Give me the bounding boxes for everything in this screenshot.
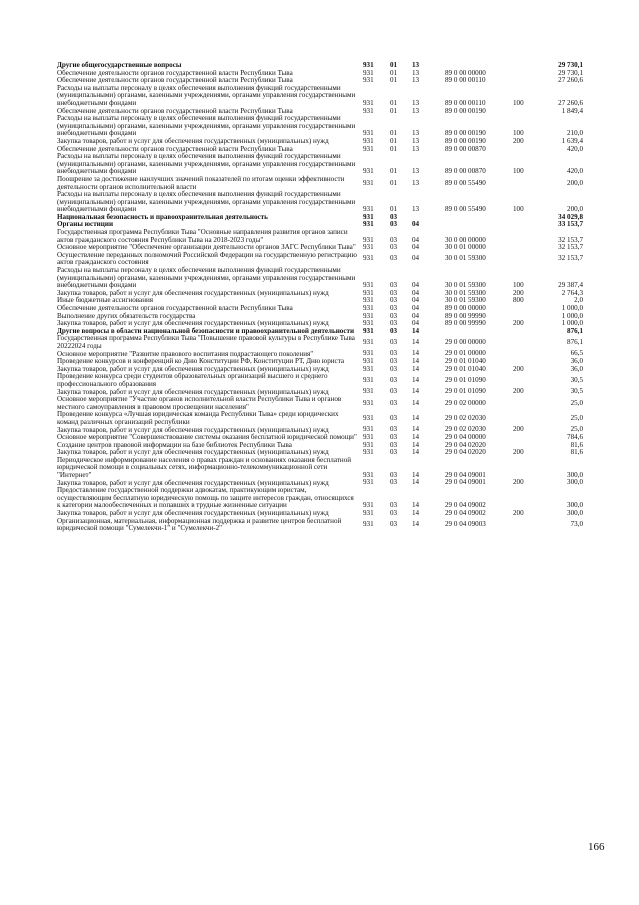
table-row: [0, 115, 639, 138]
row-subsection-code: 14: [412, 471, 420, 480]
row-target-article-code: 89 0 00 00190: [445, 129, 486, 138]
row-name: Предоставление государственной поддержки адвокатам, практикующим юристам, осуществляющим бесплатную юридическую помощь по защите интересов граждан, относящихся к категории малообеспеченных и попавших в трудные жизненные ситуации: [57, 486, 354, 510]
row-section-code: 03: [390, 387, 398, 396]
table-row: [0, 457, 639, 480]
row-ministry-code: 931: [363, 471, 374, 480]
row-expense-type-code: 200: [513, 448, 524, 457]
row-subsection-code: 13: [412, 205, 420, 214]
row-name: Другие общегосударственные вопросы: [57, 61, 182, 69]
row-subsection-code: 04: [412, 304, 420, 312]
row-ministry-code: 931: [363, 387, 374, 396]
row-target-article-code: 29 0 04 09001: [445, 471, 486, 480]
row-amount: 300,0: [567, 501, 583, 510]
row-name: Расходы на выплаты персоналу в целях обеспечения выполнения функций государственными (муниципальными) органами, казенными учреждениями, органами управления государственными внебюджетными фондами: [57, 114, 356, 138]
row-target-article-code: 89 0 00 55490: [445, 205, 486, 214]
row-target-article-code: 30 0 01 59300: [445, 296, 486, 305]
row-amount: 29 730,1: [558, 68, 583, 77]
row-target-article-code: 29 0 01 01090: [445, 376, 486, 385]
row-section-code: 03: [390, 220, 398, 229]
row-subsection-code: 14: [412, 376, 420, 385]
row-ministry-code: 931: [363, 304, 374, 312]
row-expense-type-code: 200: [513, 136, 524, 145]
row-section-code: 03: [390, 304, 398, 312]
row-section-code: 03: [390, 425, 398, 434]
row-name: Обеспечение деятельности органов государственной власти Республики Тыва: [57, 76, 293, 85]
row-target-article-code: 30 0 01 00000: [445, 243, 486, 252]
row-section-code: 03: [390, 448, 398, 457]
table-row: [0, 153, 639, 176]
row-subsection-code: 14: [412, 433, 420, 442]
row-subsection-code: 14: [412, 338, 420, 347]
row-target-article-code: 29 0 02 00000: [445, 398, 486, 407]
row-amount: 25,0: [570, 425, 583, 434]
row-subsection-code: 04: [412, 296, 420, 305]
table-row: [0, 411, 639, 426]
row-ministry-code: 931: [363, 376, 374, 385]
row-section-code: 03: [390, 376, 398, 385]
row-section-code: 01: [390, 61, 398, 69]
row-target-article-code: 29 0 04 09002: [445, 501, 486, 510]
row-name: Основное мероприятие "Обеспечение организации деятельности органов ЗАГС Республики Тыва": [57, 243, 356, 252]
row-ministry-code: 931: [363, 357, 374, 366]
row-amount: 66,5: [570, 349, 583, 358]
row-target-article-code: 29 0 04 09001: [445, 478, 486, 487]
row-subsection-code: 14: [412, 501, 420, 510]
row-ministry-code: 931: [363, 288, 374, 297]
row-ministry-code: 931: [363, 478, 374, 487]
row-amount: 29 387,4: [558, 281, 583, 290]
row-amount: 1 639,4: [561, 136, 583, 145]
row-amount: 34 029,8: [558, 212, 583, 221]
row-subsection-code: 14: [412, 398, 420, 407]
row-section-code: 01: [390, 129, 398, 138]
row-amount: 32 153,7: [558, 243, 583, 252]
row-amount: 1 000,0: [561, 304, 583, 312]
row-ministry-code: 931: [363, 338, 374, 347]
row-name: Организационная, материальная, информационная поддержка и развитие центров бесплатной юридической помощи "Сумелекчи-1" и "Сумелекчи-2": [57, 516, 342, 533]
row-ministry-code: 931: [363, 68, 374, 77]
row-ministry-code: 931: [363, 364, 374, 373]
row-section-code: 03: [390, 433, 398, 442]
row-amount: 420,0: [567, 144, 583, 153]
row-name: Основное мероприятие "Совершенствование системы оказания бесплатной юридической помощи": [57, 433, 357, 442]
row-section-code: 03: [390, 520, 398, 529]
row-target-article-code: 29 0 01 01040: [445, 364, 486, 373]
row-name: Осуществление переданных полномочий Российской Федерации на государственную регистрацию актов гражданского состояния: [57, 250, 357, 267]
row-ministry-code: 931: [363, 349, 374, 358]
row-subsection-code: 04: [412, 311, 420, 320]
row-amount: 73,0: [570, 520, 583, 529]
row-amount: 784,6: [567, 433, 583, 442]
row-subsection-code: 14: [412, 349, 420, 358]
table-row: [0, 335, 639, 350]
row-ministry-code: 931: [363, 243, 374, 252]
row-subsection-code: 13: [412, 76, 420, 85]
row-ministry-code: 931: [363, 509, 374, 518]
row-section-code: 03: [390, 281, 398, 290]
row-subsection-code: 14: [412, 520, 420, 529]
row-section-code: 03: [390, 349, 398, 358]
row-subsection-code: 14: [412, 478, 420, 487]
row-expense-type-code: 200: [513, 478, 524, 487]
row-amount: 2 764,3: [561, 288, 583, 297]
row-ministry-code: 931: [363, 398, 374, 407]
row-expense-type-code: 100: [513, 281, 524, 290]
row-target-article-code: 89 0 00 99990: [445, 319, 486, 328]
row-section-code: 03: [390, 357, 398, 366]
row-amount: 300,0: [567, 471, 583, 480]
row-amount: 33 153,7: [558, 220, 583, 229]
row-target-article-code: 29 0 00 00000: [445, 338, 486, 347]
row-section-code: 03: [390, 254, 398, 263]
row-target-article-code: 89 0 00 00110: [445, 76, 486, 85]
row-ministry-code: 931: [363, 144, 374, 153]
row-amount: 36,0: [570, 357, 583, 366]
row-expense-type-code: 200: [513, 425, 524, 434]
row-amount: 300,0: [567, 478, 583, 487]
row-target-article-code: 29 0 02 02030: [445, 414, 486, 423]
row-ministry-code: 931: [363, 440, 374, 449]
row-subsection-code: 14: [412, 364, 420, 373]
row-section-code: 03: [390, 478, 398, 487]
row-name: Закупка товаров, работ и услуг для обеспечения государственных (муниципальных) нужд: [57, 478, 329, 487]
row-amount: 1 849,4: [561, 106, 583, 115]
row-ministry-code: 931: [363, 178, 374, 187]
table-row: [0, 176, 639, 191]
row-subsection-code: 04: [412, 281, 420, 290]
page-number: 166: [588, 841, 605, 853]
row-amount: 200,0: [567, 178, 583, 187]
row-section-code: 01: [390, 68, 398, 77]
table-row: [0, 518, 639, 533]
row-ministry-code: 931: [363, 235, 374, 244]
row-amount: 210,0: [567, 129, 583, 138]
row-target-article-code: 29 0 01 01090: [445, 387, 486, 396]
row-section-code: 03: [390, 338, 398, 347]
row-name: Расходы на выплаты персоналу в целях обеспечения выполнения функций государственными (муниципальными) органами, казенными учреждениями, органами управления государственными внебюджетными фондами: [57, 83, 356, 107]
row-amount: 300,0: [567, 509, 583, 518]
row-amount: 1 000,0: [561, 311, 583, 320]
row-section-code: 03: [390, 212, 398, 221]
row-section-code: 03: [390, 509, 398, 518]
row-amount: 81,6: [570, 440, 583, 449]
row-target-article-code: 30 0 01 59300: [445, 254, 486, 263]
row-amount: 2,0: [574, 296, 583, 305]
row-name: Закупка товаров, работ и услуг для обеспечения государственных (муниципальных) нужд: [57, 364, 329, 373]
table-row: [0, 373, 639, 388]
row-section-code: 01: [390, 106, 398, 115]
row-name: Основное мероприятие "Развитие правового воспитания подрастающего поколения": [57, 349, 314, 358]
row-target-article-code: 30 0 01 59300: [445, 281, 486, 290]
row-target-article-code: 29 0 04 02020: [445, 448, 486, 457]
row-name: Закупка товаров, работ и услуг для обеспечения государственных (муниципальных) нужд: [57, 136, 329, 145]
row-name: Иные бюджетные ассигнования: [57, 296, 154, 305]
row-target-article-code: 30 0 01 59300: [445, 288, 486, 297]
row-name: Закупка товаров, работ и услуг для обеспечения государственных (муниципальных) нужд: [57, 448, 329, 457]
row-name: Другие вопросы в области национальной безопасности и правоохранительной деятельности: [57, 326, 355, 335]
row-subsection-code: 14: [412, 326, 420, 335]
row-name: Государственная программа Республики Тыва "Основные направления развития органов записи актов гражданского состояния Республики Тыва на 2018-2023 годы": [57, 228, 348, 244]
row-amount: 25,0: [570, 398, 583, 407]
row-ministry-code: 931: [363, 129, 374, 138]
row-section-code: 03: [390, 235, 398, 244]
row-name: Выполнение других обязательств государства: [57, 311, 196, 320]
row-amount: 1 000,0: [561, 319, 583, 328]
row-target-article-code: 89 0 00 00000: [445, 68, 486, 77]
row-ministry-code: 931: [363, 220, 374, 229]
row-ministry-code: 931: [363, 167, 374, 176]
row-subsection-code: 04: [412, 235, 420, 244]
table-row: [0, 252, 639, 267]
row-amount: 27 260,6: [558, 98, 583, 107]
row-target-article-code: 89 0 00 00190: [445, 106, 486, 115]
row-name: Создание центров правовой информации на базе библиотек Республики Тыва: [57, 440, 292, 449]
row-section-code: 01: [390, 98, 398, 107]
row-ministry-code: 931: [363, 425, 374, 434]
row-ministry-code: 931: [363, 520, 374, 529]
row-expense-type-code: 200: [513, 288, 524, 297]
row-name: Обеспечение деятельности органов государственной власти Республики Тыва: [57, 144, 293, 153]
row-name: Периодическое информирование населения о правах граждан и основаниях оказания бесплатной юридической помощи в социальных сетях, информационно-телекоммуникационной сети "Интернет": [57, 455, 352, 480]
row-section-code: 03: [390, 326, 398, 335]
row-target-article-code: 29 0 04 09003: [445, 520, 486, 529]
row-section-code: 01: [390, 205, 398, 214]
row-section-code: 03: [390, 501, 398, 510]
row-name: Поощрение за достижение наилучших значений показателей по итогам оценки эффективности деятельности органов исполнительной власти: [57, 174, 345, 191]
row-ministry-code: 931: [363, 281, 374, 290]
row-section-code: 01: [390, 178, 398, 187]
table-row: [0, 191, 639, 214]
row-amount: 876,1: [567, 326, 583, 335]
row-ministry-code: 931: [363, 212, 374, 221]
row-target-article-code: 89 0 00 00000: [445, 304, 486, 312]
row-subsection-code: 04: [412, 220, 420, 229]
row-expense-type-code: 100: [513, 98, 524, 107]
row-expense-type-code: 100: [513, 129, 524, 138]
row-name: Обеспечение деятельности органов государственной власти Республики Тыва: [57, 106, 293, 115]
row-name: Государственная программа Республики Тыва "Повышение правовой культуры в Республике Тыва 20222024 годы: [57, 334, 355, 350]
row-subsection-code: 04: [412, 288, 420, 297]
table-row: [0, 85, 639, 108]
row-name: Закупка товаров, работ и услуг для обеспечения государственных (муниципальных) нужд: [57, 288, 329, 297]
row-name: Проведение конкурса среди студентов образовательных организаций высшего и среднего профессионального образования: [57, 372, 328, 388]
row-subsection-code: 13: [412, 106, 420, 115]
row-ministry-code: 931: [363, 501, 374, 510]
row-name: Расходы на выплаты персоналу в целях обеспечения выполнения функций государственными (муниципальными) органами, казенными учреждениями, органами управления государственными внебюджетными фондами: [57, 190, 356, 214]
row-target-article-code: 89 0 00 55490: [445, 178, 486, 187]
row-target-article-code: 29 0 01 00000: [445, 349, 486, 358]
row-subsection-code: 04: [412, 243, 420, 252]
row-subsection-code: 13: [412, 129, 420, 138]
row-section-code: 03: [390, 296, 398, 305]
row-ministry-code: 931: [363, 319, 374, 328]
row-amount: 30,5: [570, 376, 583, 385]
row-target-article-code: 29 0 04 00000: [445, 433, 486, 442]
row-subsection-code: 13: [412, 178, 420, 187]
row-target-article-code: 29 0 01 01040: [445, 357, 486, 366]
row-ministry-code: 931: [363, 414, 374, 423]
row-target-article-code: 29 0 04 09002: [445, 509, 486, 518]
row-subsection-code: 04: [412, 254, 420, 263]
row-ministry-code: 931: [363, 311, 374, 320]
table-row: [0, 487, 639, 510]
row-amount: 32 153,7: [558, 235, 583, 244]
row-name: Национальная безопасность и правоохранительная деятельность: [57, 212, 268, 221]
row-ministry-code: 931: [363, 205, 374, 214]
row-section-code: 03: [390, 364, 398, 373]
row-name: Органы юстиции: [57, 220, 114, 229]
row-section-code: 03: [390, 243, 398, 252]
row-subsection-code: 04: [412, 319, 420, 328]
row-amount: 32 153,7: [558, 254, 583, 263]
row-ministry-code: 931: [363, 76, 374, 85]
row-amount: 30,5: [570, 387, 583, 396]
row-expense-type-code: 200: [513, 387, 524, 396]
row-amount: 36,0: [570, 364, 583, 373]
row-expense-type-code: 800: [513, 296, 524, 305]
row-section-code: 03: [390, 288, 398, 297]
row-section-code: 01: [390, 144, 398, 153]
row-name: Обеспечение деятельности органов государственной власти Республики Тыва: [57, 68, 293, 77]
budget-table: [0, 62, 639, 533]
row-name: Закупка товаров, работ и услуг для обеспечения государственных (муниципальных) нужд: [57, 425, 329, 434]
table-row: [0, 396, 639, 411]
table-row: [0, 229, 639, 244]
row-ministry-code: 931: [363, 433, 374, 442]
row-subsection-code: 13: [412, 98, 420, 107]
row-name: Закупка товаров, работ и услуг для обеспечения государственных (муниципальных) нужд: [57, 387, 329, 396]
row-section-code: 03: [390, 398, 398, 407]
row-target-article-code: 89 0 00 00870: [445, 167, 486, 176]
row-ministry-code: 931: [363, 326, 374, 335]
row-expense-type-code: 200: [513, 319, 524, 328]
row-amount: 27 260,6: [558, 76, 583, 85]
row-name: Расходы на выплаты персоналу в целях обеспечения выполнения функций государственными (муниципальными) органами, казенными учреждениями, органами управления государственными внебюджетными фондами: [57, 152, 356, 176]
row-subsection-code: 14: [412, 387, 420, 396]
row-target-article-code: 89 0 00 00190: [445, 136, 486, 145]
row-ministry-code: 931: [363, 254, 374, 263]
row-target-article-code: 89 0 00 00110: [445, 98, 486, 107]
row-target-article-code: 29 0 04 02020: [445, 440, 486, 449]
row-expense-type-code: 100: [513, 167, 524, 176]
row-amount: 420,0: [567, 167, 583, 176]
row-section-code: 03: [390, 319, 398, 328]
row-target-article-code: 89 0 00 00870: [445, 144, 486, 153]
row-subsection-code: 13: [412, 61, 420, 69]
row-ministry-code: 931: [363, 61, 374, 69]
row-ministry-code: 931: [363, 296, 374, 305]
row-amount: 876,1: [567, 338, 583, 347]
row-section-code: 03: [390, 471, 398, 480]
row-amount: 29 730,1: [558, 61, 583, 69]
row-subsection-code: 14: [412, 414, 420, 423]
row-ministry-code: 931: [363, 98, 374, 107]
row-subsection-code: 14: [412, 425, 420, 434]
row-subsection-code: 13: [412, 167, 420, 176]
row-section-code: 01: [390, 136, 398, 145]
row-expense-type-code: 200: [513, 509, 524, 518]
row-name: Закупка товаров, работ и услуг для обеспечения государственных (муниципальных) нужд: [57, 509, 329, 518]
row-name: Проведение конкурса «Лучшая юридическая команда Республики Тыва» среди юридических команд различных организаций республики: [57, 410, 339, 426]
table-row: [0, 267, 639, 290]
row-subsection-code: 13: [412, 144, 420, 153]
row-amount: 25,0: [570, 414, 583, 423]
row-subsection-code: 13: [412, 68, 420, 77]
row-section-code: 01: [390, 167, 398, 176]
row-name: Основное мероприятие "Участие органов исполнительной власти Республики Тыва и органов местного самоуправления в правовом просвещении населения": [57, 395, 342, 411]
row-name: Расходы на выплаты персоналу в целях обеспечения выполнения функций государственными (муниципальными) органами, казенными учреждениями, органами управления государственными внебюджетными фондами: [57, 266, 356, 290]
row-subsection-code: 14: [412, 509, 420, 518]
row-section-code: 03: [390, 311, 398, 320]
row-target-article-code: 29 0 02 02030: [445, 425, 486, 434]
row-name: Проведение конкурсов и конференций ко Дню Конституции РФ, Конституции РТ, Дню юриста: [57, 357, 345, 366]
row-subsection-code: 14: [412, 440, 420, 449]
row-amount: 81,6: [570, 448, 583, 457]
row-expense-type-code: 200: [513, 364, 524, 373]
row-section-code: 03: [390, 440, 398, 449]
row-subsection-code: 14: [412, 448, 420, 457]
row-ministry-code: 931: [363, 448, 374, 457]
row-section-code: 03: [390, 414, 398, 423]
row-ministry-code: 931: [363, 106, 374, 115]
row-name: Обеспечение деятельности органов государственной власти Республики Тыва: [57, 304, 293, 312]
row-target-article-code: 89 0 00 99990: [445, 311, 486, 320]
row-target-article-code: 30 0 00 00000: [445, 235, 486, 244]
row-expense-type-code: 100: [513, 205, 524, 214]
row-subsection-code: 14: [412, 357, 420, 366]
row-amount: 200,0: [567, 205, 583, 214]
row-section-code: 01: [390, 76, 398, 85]
row-ministry-code: 931: [363, 136, 374, 145]
row-subsection-code: 13: [412, 136, 420, 145]
row-name: Закупка товаров, работ и услуг для обеспечения государственных (муниципальных) нужд: [57, 319, 329, 328]
